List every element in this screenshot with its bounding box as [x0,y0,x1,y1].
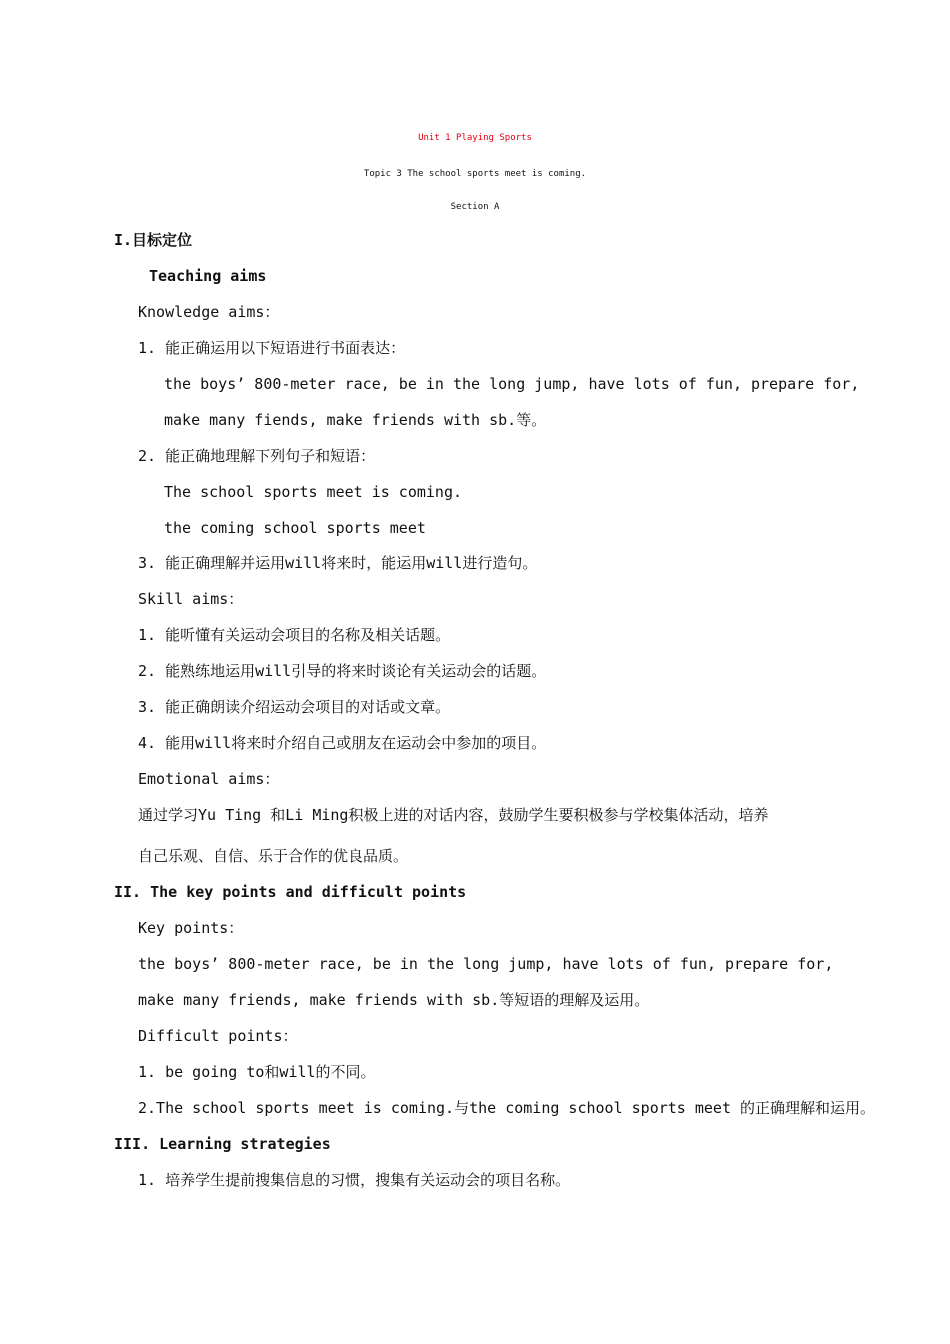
skill-item-1: 1. 能听懂有关运动会项目的名称及相关话题。 [138,626,451,644]
skill-item-2: 2. 能熟练地运用will引导的将来时谈论有关运动会的话题。 [138,662,547,680]
section-heading-1: I.目标定位 [114,231,193,249]
knowledge-item-2: 2. 能正确地理解下列句子和短语： [138,447,376,465]
knowledge-item-1: 1. 能正确运用以下短语进行书面表达： [138,339,406,357]
emotional-aims-line-2: 自己乐观、自信、乐于合作的优良品质。 [138,847,409,865]
emotional-aims-line-1: 通过学习Yu Ting 和Li Ming积极上进的对话内容，鼓励学生要积极参与学校集体活动，培养 [138,806,769,824]
section-heading-3: III. Learning strategies [114,1135,331,1153]
strategy-item-1: 1. 培养学生提前搜集信息的习惯，搜集有关运动会的项目名称。 [138,1171,571,1189]
emotional-aims-label: Emotional aims： [138,770,280,788]
knowledge-aims-label: Knowledge aims： [138,303,280,321]
skill-aims-label: Skill aims： [138,590,244,608]
document-title: Unit 1 Playing Sports [418,133,532,143]
section-heading-2: II. The key points and difficult points [114,883,467,901]
difficult-item-1: 1. be going to和will的不同。 [138,1063,376,1081]
section-line: Section A [450,202,500,212]
knowledge-item-1-line-1: the boys’ 800-meter race, be in the long jump, have lots of fun, prepare for, [164,375,860,393]
teaching-aims-heading: Teaching aims [149,267,267,285]
key-points-line-1: the boys’ 800-meter race, be in the long jump, have lots of fun, prepare for, [138,955,834,973]
knowledge-item-2-line-2: the coming school sports meet [164,519,426,537]
skill-item-3: 3. 能正确朗读介绍运动会项目的对话或文章。 [138,698,451,716]
difficult-item-2: 2.The school sports meet is coming.与the coming school sports meet 的正确理解和运用。 [138,1099,876,1117]
key-points-line-2: make many friends, make friends with sb.等短语的理解及运用。 [138,991,650,1009]
difficult-points-label: Difficult points： [138,1027,298,1045]
knowledge-item-3: 3. 能正确理解并运用will将来时，能运用will进行造句。 [138,554,538,572]
key-points-label: Key points： [138,919,244,937]
knowledge-item-2-line-1: The school sports meet is coming. [164,483,463,501]
topic-line: Topic 3 The school sports meet is coming. [363,169,587,179]
knowledge-item-1-line-2: make many fiends, make friends with sb.等。 [164,411,547,429]
skill-item-4: 4. 能用will将来时介绍自己或朋友在运动会中参加的项目。 [138,734,547,752]
